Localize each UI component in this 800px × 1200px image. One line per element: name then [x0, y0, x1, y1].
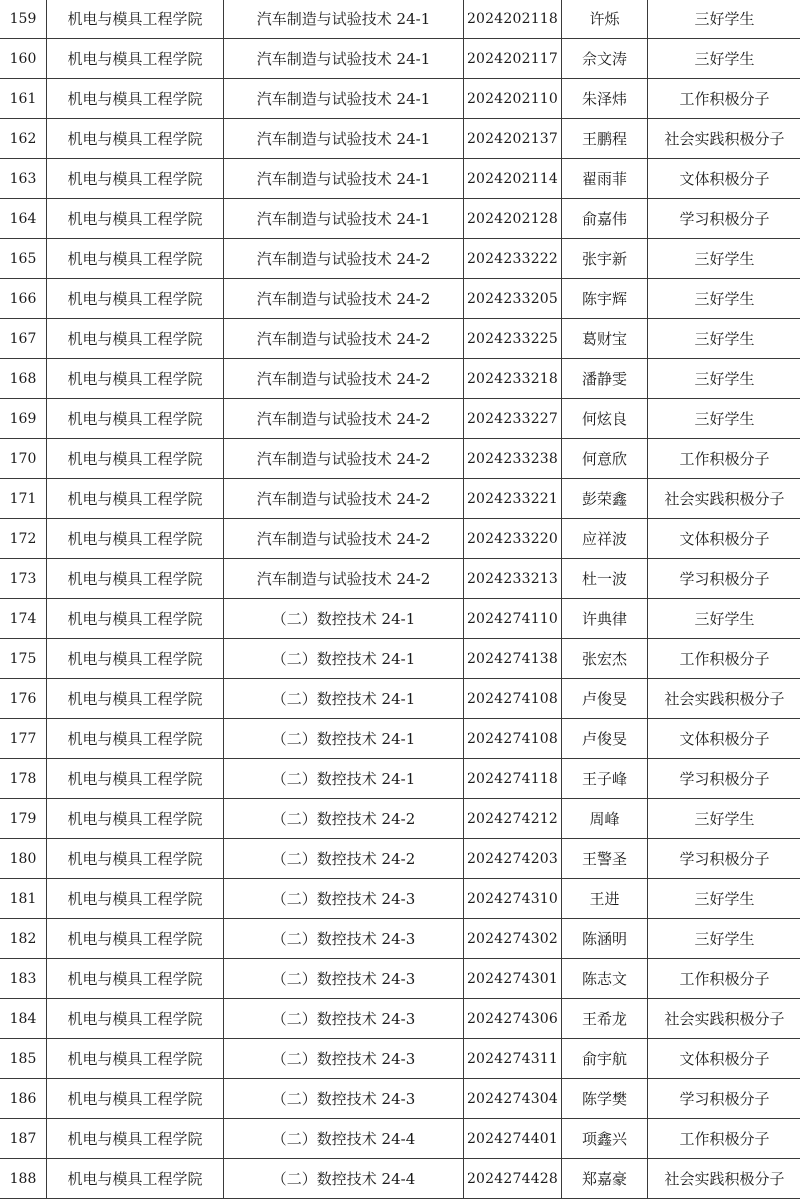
student-id-cell: 2024274138	[464, 639, 562, 679]
college-cell: 机电与模具工程学院	[47, 599, 224, 639]
college-cell: 机电与模具工程学院	[47, 879, 224, 919]
student-name-cell: 陈学樊	[562, 1079, 648, 1119]
college-cell: 机电与模具工程学院	[47, 439, 224, 479]
student-name-cell: 葛财宝	[562, 319, 648, 359]
college-cell: 机电与模具工程学院	[47, 39, 224, 79]
student-id-cell: 2024202137	[464, 119, 562, 159]
class-cell: （二）数控技术 24-2	[224, 799, 464, 839]
row-number-cell: 173	[0, 559, 47, 599]
award-cell: 学习积极分子	[648, 559, 800, 599]
student-id-cell: 2024274302	[464, 919, 562, 959]
student-id-cell: 2024233220	[464, 519, 562, 559]
student-id-cell: 2024274310	[464, 879, 562, 919]
student-name-cell: 彭荣鑫	[562, 479, 648, 519]
award-cell: 工作积极分子	[648, 79, 800, 119]
row-number-cell: 181	[0, 879, 47, 919]
table-row	[0, 599, 800, 639]
row-number-cell: 169	[0, 399, 47, 439]
table-row	[0, 1039, 800, 1079]
class-cell: （二）数控技术 24-1	[224, 679, 464, 719]
award-cell: 三好学生	[648, 879, 800, 919]
row-number-cell: 175	[0, 639, 47, 679]
row-number-cell: 187	[0, 1119, 47, 1159]
class-cell: （二）数控技术 24-3	[224, 1039, 464, 1079]
student-name-cell: 何意欣	[562, 439, 648, 479]
student-name-cell: 张宇新	[562, 239, 648, 279]
college-cell: 机电与模具工程学院	[47, 639, 224, 679]
table-row	[0, 719, 800, 759]
class-cell: （二）数控技术 24-1	[224, 639, 464, 679]
college-cell: 机电与模具工程学院	[47, 0, 224, 39]
student-id-cell: 2024233222	[464, 239, 562, 279]
class-cell: （二）数控技术 24-4	[224, 1159, 464, 1199]
student-name-cell: 卢俊旻	[562, 679, 648, 719]
class-cell: 汽车制造与试验技术 24-2	[224, 559, 464, 599]
table-row	[0, 239, 800, 279]
college-cell: 机电与模具工程学院	[47, 479, 224, 519]
college-cell: 机电与模具工程学院	[47, 999, 224, 1039]
class-cell: （二）数控技术 24-1	[224, 719, 464, 759]
table-row	[0, 399, 800, 439]
award-cell: 学习积极分子	[648, 759, 800, 799]
student-id-cell: 2024202118	[464, 0, 562, 39]
student-id-cell: 2024274311	[464, 1039, 562, 1079]
table-row	[0, 199, 800, 239]
student-name-cell: 俞嘉伟	[562, 199, 648, 239]
student-name-cell: 王进	[562, 879, 648, 919]
row-number-cell: 179	[0, 799, 47, 839]
class-cell: 汽车制造与试验技术 24-1	[224, 79, 464, 119]
student-name-cell: 王子峰	[562, 759, 648, 799]
college-cell: 机电与模具工程学院	[47, 199, 224, 239]
table-row	[0, 1079, 800, 1119]
row-number-cell: 177	[0, 719, 47, 759]
student-id-cell: 2024274401	[464, 1119, 562, 1159]
student-id-cell: 2024274203	[464, 839, 562, 879]
table-row	[0, 1119, 800, 1159]
row-number-cell: 188	[0, 1159, 47, 1199]
class-cell: （二）数控技术 24-1	[224, 759, 464, 799]
row-number-cell: 162	[0, 119, 47, 159]
student-name-cell: 何炫良	[562, 399, 648, 439]
student-name-cell: 郑嘉豪	[562, 1159, 648, 1199]
college-cell: 机电与模具工程学院	[47, 239, 224, 279]
row-number-cell: 161	[0, 79, 47, 119]
class-cell: 汽车制造与试验技术 24-2	[224, 519, 464, 559]
class-cell: 汽车制造与试验技术 24-2	[224, 319, 464, 359]
table-row	[0, 999, 800, 1039]
class-cell: 汽车制造与试验技术 24-2	[224, 239, 464, 279]
class-cell: （二）数控技术 24-3	[224, 1079, 464, 1119]
table-row	[0, 559, 800, 599]
table-row	[0, 959, 800, 999]
class-cell: （二）数控技术 24-3	[224, 879, 464, 919]
class-cell: 汽车制造与试验技术 24-1	[224, 159, 464, 199]
table-row	[0, 679, 800, 719]
award-cell: 文体积极分子	[648, 1039, 800, 1079]
student-name-cell: 俞宇航	[562, 1039, 648, 1079]
student-name-cell: 杜一波	[562, 559, 648, 599]
table-row	[0, 439, 800, 479]
student-name-cell: 翟雨菲	[562, 159, 648, 199]
student-id-cell: 2024274212	[464, 799, 562, 839]
student-id-cell: 2024202128	[464, 199, 562, 239]
student-id-cell: 2024274108	[464, 719, 562, 759]
award-cell: 工作积极分子	[648, 1119, 800, 1159]
student-name-cell: 朱泽炜	[562, 79, 648, 119]
row-number-cell: 163	[0, 159, 47, 199]
class-cell: （二）数控技术 24-1	[224, 599, 464, 639]
student-id-cell: 2024274306	[464, 999, 562, 1039]
student-name-cell: 周峰	[562, 799, 648, 839]
row-number-cell: 166	[0, 279, 47, 319]
award-cell: 社会实践积极分子	[648, 119, 800, 159]
award-cell: 三好学生	[648, 399, 800, 439]
row-number-cell: 182	[0, 919, 47, 959]
row-number-cell: 178	[0, 759, 47, 799]
award-cell: 社会实践积极分子	[648, 679, 800, 719]
award-cell: 学习积极分子	[648, 839, 800, 879]
row-number-cell: 172	[0, 519, 47, 559]
table-row	[0, 919, 800, 959]
college-cell: 机电与模具工程学院	[47, 1039, 224, 1079]
college-cell: 机电与模具工程学院	[47, 79, 224, 119]
student-name-cell: 佘文涛	[562, 39, 648, 79]
student-name-cell: 张宏杰	[562, 639, 648, 679]
college-cell: 机电与模具工程学院	[47, 1079, 224, 1119]
student-name-cell: 陈志文	[562, 959, 648, 999]
award-cell: 工作积极分子	[648, 639, 800, 679]
student-name-cell: 王警圣	[562, 839, 648, 879]
student-name-cell: 许典律	[562, 599, 648, 639]
student-name-cell: 陈涵明	[562, 919, 648, 959]
award-cell: 社会实践积极分子	[648, 999, 800, 1039]
college-cell: 机电与模具工程学院	[47, 159, 224, 199]
row-number-cell: 183	[0, 959, 47, 999]
row-number-cell: 185	[0, 1039, 47, 1079]
row-number-cell: 174	[0, 599, 47, 639]
student-name-cell: 应祥波	[562, 519, 648, 559]
college-cell: 机电与模具工程学院	[47, 719, 224, 759]
award-cell: 三好学生	[648, 0, 800, 39]
college-cell: 机电与模具工程学院	[47, 799, 224, 839]
table-row	[0, 119, 800, 159]
award-cell: 学习积极分子	[648, 199, 800, 239]
student-name-cell: 项鑫兴	[562, 1119, 648, 1159]
college-cell: 机电与模具工程学院	[47, 759, 224, 799]
table-row	[0, 39, 800, 79]
row-number-cell: 165	[0, 239, 47, 279]
class-cell: 汽车制造与试验技术 24-1	[224, 199, 464, 239]
student-id-cell: 2024233221	[464, 479, 562, 519]
college-cell: 机电与模具工程学院	[47, 919, 224, 959]
college-cell: 机电与模具工程学院	[47, 679, 224, 719]
row-number-cell: 164	[0, 199, 47, 239]
award-cell: 三好学生	[648, 39, 800, 79]
table-row	[0, 479, 800, 519]
class-cell: 汽车制造与试验技术 24-2	[224, 279, 464, 319]
class-cell: 汽车制造与试验技术 24-2	[224, 359, 464, 399]
college-cell: 机电与模具工程学院	[47, 559, 224, 599]
award-cell: 社会实践积极分子	[648, 1159, 800, 1199]
row-number-cell: 184	[0, 999, 47, 1039]
row-number-cell: 186	[0, 1079, 47, 1119]
table-row	[0, 759, 800, 799]
table-row	[0, 879, 800, 919]
award-cell: 工作积极分子	[648, 959, 800, 999]
award-cell: 学习积极分子	[648, 1079, 800, 1119]
student-id-cell: 2024233225	[464, 319, 562, 359]
student-id-cell: 2024202110	[464, 79, 562, 119]
student-name-cell: 卢俊旻	[562, 719, 648, 759]
award-cell: 文体积极分子	[648, 719, 800, 759]
class-cell: （二）数控技术 24-3	[224, 919, 464, 959]
student-name-cell: 潘静雯	[562, 359, 648, 399]
row-number-cell: 180	[0, 839, 47, 879]
table-row	[0, 319, 800, 359]
college-cell: 机电与模具工程学院	[47, 959, 224, 999]
award-cell: 三好学生	[648, 919, 800, 959]
student-name-cell: 许烁	[562, 0, 648, 39]
table-row	[0, 79, 800, 119]
row-number-cell: 176	[0, 679, 47, 719]
award-cell: 社会实践积极分子	[648, 479, 800, 519]
table-row	[0, 799, 800, 839]
student-id-cell: 2024233238	[464, 439, 562, 479]
student-id-cell: 2024202117	[464, 39, 562, 79]
table-row	[0, 839, 800, 879]
student-name-cell: 王鹏程	[562, 119, 648, 159]
class-cell: 汽车制造与试验技术 24-1	[224, 0, 464, 39]
student-id-cell: 2024274301	[464, 959, 562, 999]
student-id-cell: 2024233205	[464, 279, 562, 319]
award-cell: 三好学生	[648, 799, 800, 839]
award-cell: 三好学生	[648, 239, 800, 279]
row-number-cell: 167	[0, 319, 47, 359]
class-cell: （二）数控技术 24-2	[224, 839, 464, 879]
row-number-cell: 171	[0, 479, 47, 519]
student-name-cell: 陈宇辉	[562, 279, 648, 319]
table-row	[0, 159, 800, 199]
student-id-cell: 2024274304	[464, 1079, 562, 1119]
row-number-cell: 159	[0, 0, 47, 39]
table-row	[0, 519, 800, 559]
class-cell: 汽车制造与试验技术 24-1	[224, 39, 464, 79]
college-cell: 机电与模具工程学院	[47, 1119, 224, 1159]
college-cell: 机电与模具工程学院	[47, 1159, 224, 1199]
student-id-cell: 2024274118	[464, 759, 562, 799]
award-cell: 文体积极分子	[648, 519, 800, 559]
row-number-cell: 170	[0, 439, 47, 479]
award-cell: 三好学生	[648, 319, 800, 359]
class-cell: 汽车制造与试验技术 24-2	[224, 399, 464, 439]
award-cell: 三好学生	[648, 359, 800, 399]
student-id-cell: 2024274428	[464, 1159, 562, 1199]
student-id-cell: 2024233213	[464, 559, 562, 599]
award-cell: 三好学生	[648, 279, 800, 319]
class-cell: 汽车制造与试验技术 24-2	[224, 479, 464, 519]
college-cell: 机电与模具工程学院	[47, 359, 224, 399]
student-name-cell: 王希龙	[562, 999, 648, 1039]
table-row	[0, 279, 800, 319]
class-cell: （二）数控技术 24-4	[224, 1119, 464, 1159]
class-cell: 汽车制造与试验技术 24-2	[224, 439, 464, 479]
student-id-cell: 2024274108	[464, 679, 562, 719]
college-cell: 机电与模具工程学院	[47, 119, 224, 159]
award-cell: 文体积极分子	[648, 159, 800, 199]
college-cell: 机电与模具工程学院	[47, 319, 224, 359]
table-row	[0, 0, 800, 39]
student-id-cell: 2024233227	[464, 399, 562, 439]
class-cell: （二）数控技术 24-3	[224, 959, 464, 999]
row-number-cell: 168	[0, 359, 47, 399]
college-cell: 机电与模具工程学院	[47, 519, 224, 559]
award-cell: 三好学生	[648, 599, 800, 639]
college-cell: 机电与模具工程学院	[47, 399, 224, 439]
row-number-cell: 160	[0, 39, 47, 79]
student-id-cell: 2024233218	[464, 359, 562, 399]
table-row	[0, 1159, 800, 1199]
college-cell: 机电与模具工程学院	[47, 279, 224, 319]
class-cell: 汽车制造与试验技术 24-1	[224, 119, 464, 159]
student-id-cell: 2024274110	[464, 599, 562, 639]
college-cell: 机电与模具工程学院	[47, 839, 224, 879]
student-id-cell: 2024202114	[464, 159, 562, 199]
class-cell: （二）数控技术 24-3	[224, 999, 464, 1039]
award-cell: 工作积极分子	[648, 439, 800, 479]
table-row	[0, 639, 800, 679]
table-row	[0, 359, 800, 399]
